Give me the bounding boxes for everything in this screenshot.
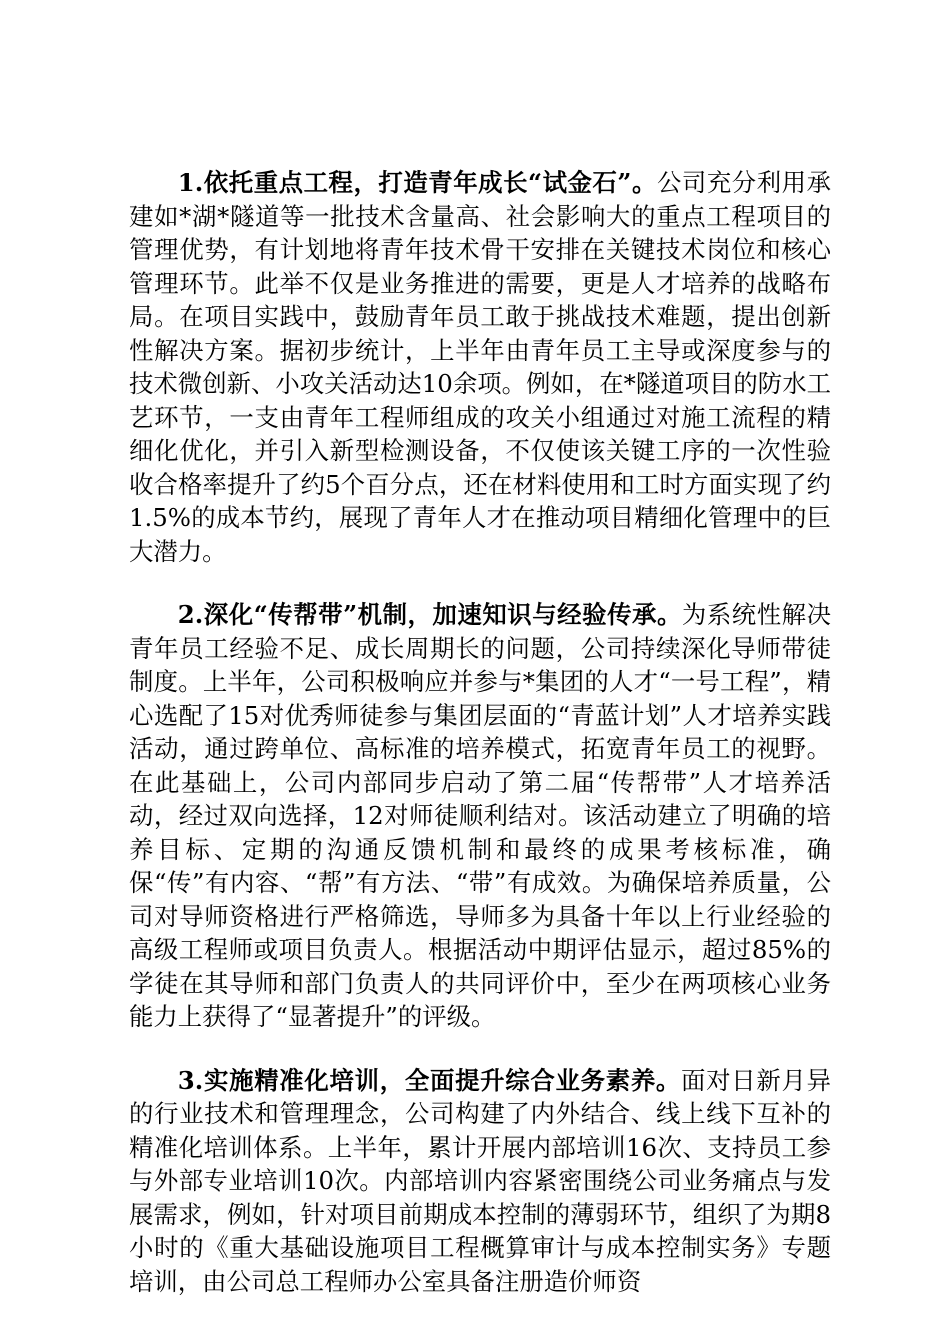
paragraph-3 — [129, 1064, 831, 1299]
paragraph-1-heading: 1.依托重点工程，打造青年成长“试金石”。 — [177, 168, 657, 197]
document-body — [129, 166, 831, 1328]
paragraph-2-heading: 2.深化“传帮带”机制，加速知识与经验传承。 — [177, 600, 682, 629]
paragraph-3-body: 面对日新月异的行业技术和管理理念，公司构建了内外结合、线上线下互补的精准化培训体系。上半年，累计开展内部培训16次、支持员工参与外部专业培训10次。内部培训内容紧密围绕公司业务痛点与发展需求，例如，针对项目前期成本控制的薄弱环节，组织了为期8小时的《重大基础设施项目工程概算审计与成本控制实务》专题培训，由公司总工程师办公室具备注册造价师资 — [129, 1065, 831, 1296]
paragraph-3-heading: 3.实施精准化培训，全面提升综合业务素养。 — [177, 1065, 682, 1095]
paragraph-2 — [129, 598, 831, 1034]
paragraph-1-body: 公司充分利用承建如*湖*隧道等一批技术含量高、社会影响大的重点工程项目的管理优势，有计划地将青年技术骨干安排在关键技术岗位和核心管理环节。此举不仅是业务推进的需要，更是人才培养的战略布局。在项目实践中，鼓励青年员工敢于挑战技术难题，提出创新性解决方案。据初步统计，上半年由青年员工主导或深度参与的技术微创新、小攻关活动达10余项。例如，在*隧道项目的防水工艺环节，一支由青年工程师组成的攻关小组通过对施工流程的精细化优化，并引入新型检测设备，不仅使该关键工序的一次性验收合格率提升了约5个百分点，还在材料使用和工时方面实现了约1.5%的成本节约，展现了青年人才在推动项目精细化管理中的巨大潜力。 — [129, 168, 831, 566]
paragraph-1 — [129, 166, 831, 568]
paragraph-2-body: 为系统性解决青年员工经验不足、成长周期长的问题，公司持续深化导师带徒制度。上半年，公司积极响应并参与*集团的人才“一号工程”，精心选配了15对优秀师徒参与集团层面的“青蓝计划”人才培养实践活动，通过跨单位、高标准的培养模式，拓宽青年员工的视野。在此基础上，公司内部同步启动了第二届“传帮带”人才培养活动，经过双向选择，12对师徒顺利结对。该活动建立了明确的培养目标、定期的沟通反馈机制和最终的成果考核标准，确保“传”有内容、“帮”有方法、“带”有成效。为确保培养质量，公司对导师资格进行严格筛选，导师多为具备十年以上行业经验的高级工程师或项目负责人。根据活动中期评估显示，超过85%的学徒在其导师和部门负责人的共同评价中，至少在两项核心业务能力上获得了“显著提升”的评级。 — [129, 600, 831, 1031]
